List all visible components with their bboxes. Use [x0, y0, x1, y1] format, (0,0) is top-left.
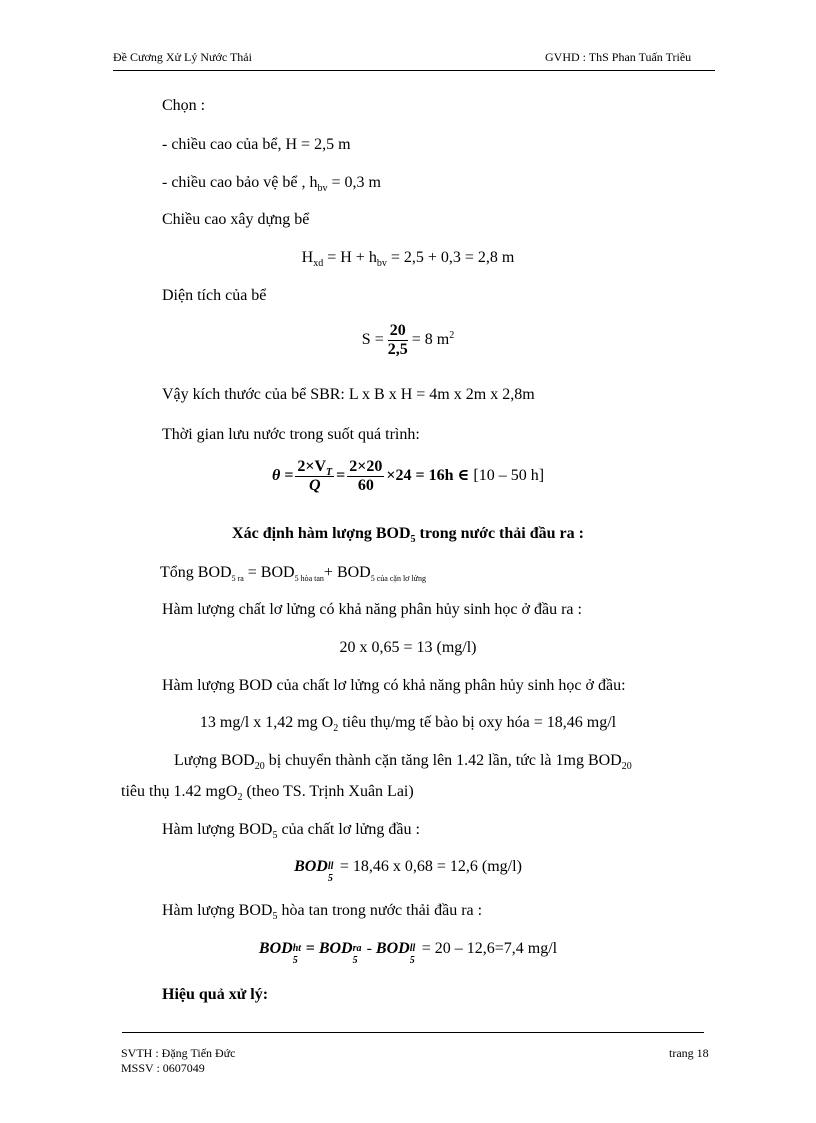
bod5-suspended-label: Hàm lượng $BOD_5$ của chất lơ lửng đầu : [162, 821, 420, 841]
bod20-note-line2: tiêu thụ 1.42 mgO$_2$ (theo TS. Trịnh Xuân Lai) [121, 783, 414, 803]
protection-height-line: - chiều cao bảo vệ bể , $h_{bv} = 0,3$ m [162, 174, 381, 194]
build-height-label: Chiều cao xây dựng bể [162, 211, 310, 228]
efficiency-heading: Hiệu quả xử lý: [162, 986, 269, 1003]
build-height-equation: $H_{xd} = H + h_{bv} = 2,5 + 0,3 = 2,8$ m [301, 249, 515, 269]
bod5-suspended-equation: BOD ll 5 = 18,46 x 0,68 = 12,6 (mg/l) [294, 858, 522, 884]
header-rule [113, 70, 715, 71]
area-label: Diện tích của bể [162, 287, 267, 304]
footer-page-number: trang 18 [669, 1046, 709, 1060]
bod-suspended-label: Hàm lượng BOD của chất lơ lửng có khả năng phân hủy sinh học ở đầu: [162, 677, 626, 694]
theta-fraction-1: $\frac{2\times V_T}{Q}$ [297, 458, 333, 494]
section-title-bod5: Xác định hàm lượng $BOD_5$ trong nước thải đầu ra : [232, 525, 584, 545]
height-line: - chiều cao của bể, H = 2,5 m [162, 136, 351, 153]
retention-time-equation: θ = $\frac{2\times V_T}{Q}$ = $\frac{2\times 20}{60}$ ×24 = 16h ∈ [10 – 50 h] [271, 458, 545, 494]
dimensions-line: Vậy kích thước của bể SBR: L x B x H = 4m x 2m x 2,8m [162, 386, 535, 403]
header-advisor: GVHD : ThS Phan Tuấn Triều [545, 50, 692, 64]
header-doc-title: Đề Cương Xử Lý Nước Thải [113, 50, 252, 64]
dissolved-bod5-equation: BOD ht 5 = BOD ra 5 - BOD ll 5 = 20 – 12,6=7,4 mg/l [258, 940, 558, 966]
bod-oxidation-equation: 13 mg/l x 1,42 mg $O_2$ tiêu thụ/mg tế bào bị oxy hóa = 18,46 mg/l [199, 714, 617, 734]
footer-rule [122, 1032, 704, 1033]
dissolved-bod5-label: Hàm lượng $BOD_5$ hòa tan trong nước thải đầu ra : [162, 902, 483, 922]
chon-label: Chọn : [162, 97, 206, 114]
footer-student: SVTH : Đặng Tiến Đức [121, 1046, 236, 1060]
area-equation: S = $\frac{20}{2,5}$ = 8 $m^2$ [361, 322, 455, 358]
retention-time-label: Thời gian lưu nước trong suốt quá trình: [162, 426, 420, 443]
footer-student-id: MSSV : 0607049 [121, 1061, 205, 1075]
area-fraction: $\frac{20}{2,5}$ [387, 322, 408, 358]
bod20-note-line1: Lượng $BOD_{20}$ bị chuyển thành cặn tăng lên 1.42 lần, tức là 1mg $BOD_{20}$ [174, 752, 632, 772]
suspended-solids-equation: 20 x 0,65 = 13 (mg/l) [339, 639, 477, 656]
suspended-solids-label: Hàm lượng chất lơ lửng có khả năng phân hủy sinh học ở đầu ra : [162, 601, 582, 618]
total-bod-line: Tổng $BOD_{5 ra} = BOD_{5 hòa tan}+ BOD_{5 của cặn lơ lửng}$ [160, 564, 426, 583]
theta-fraction-2: $\frac{2\times 20}{60}$ [349, 458, 383, 494]
